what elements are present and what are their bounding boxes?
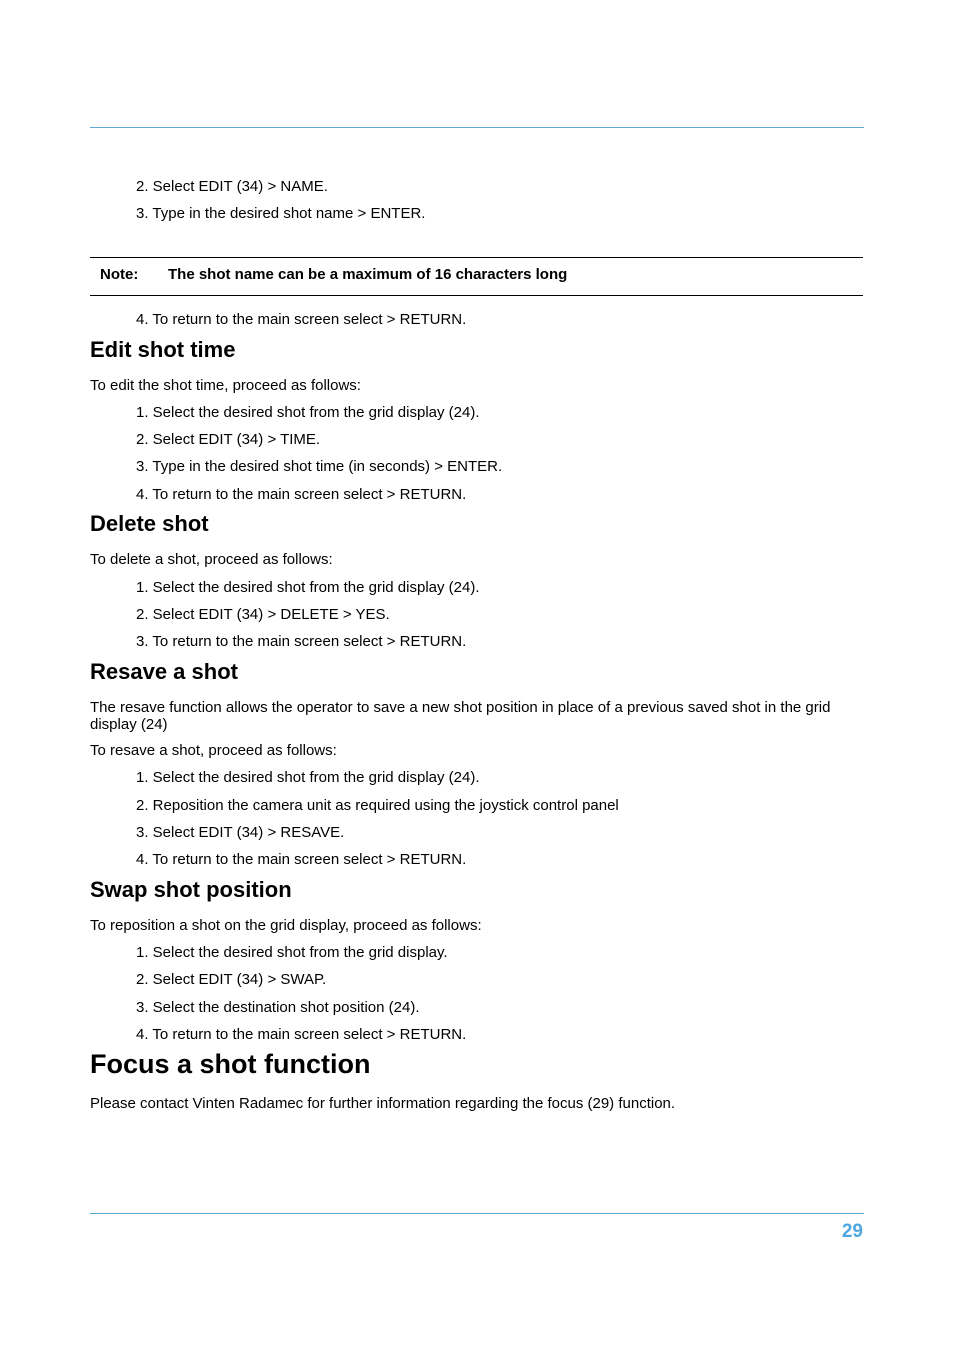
note-label: Note: (100, 266, 139, 283)
edit-shot-time-step-3: 3. Type in the desired shot time (in seconds) > ENTER. (136, 458, 503, 475)
resave-shot-step-1: 1. Select the desired shot from the grid display (24). (136, 769, 480, 786)
delete-shot-step-2: 2. Select EDIT (34) > DELETE > YES. (136, 606, 390, 623)
note-box (90, 257, 863, 296)
swap-shot-step-4: 4. To return to the main screen select > RETURN. (136, 1026, 467, 1043)
delete-shot-step-3: 3. To return to the main screen select > RETURN. (136, 633, 467, 650)
resave-shot-intro: To resave a shot, proceed as follows: (90, 742, 337, 759)
heading-delete-shot: Delete shot (90, 511, 209, 536)
edit-shot-time-step-4: 4. To return to the main screen select > RETURN. (136, 486, 467, 503)
swap-shot-step-2: 2. Select EDIT (34) > SWAP. (136, 971, 327, 988)
heading-swap-shot-position: Swap shot position (90, 877, 292, 902)
edit-shot-time-step-2: 2. Select EDIT (34) > TIME. (136, 431, 321, 448)
swap-shot-step-1: 1. Select the desired shot from the grid display. (136, 944, 448, 961)
step-type-shot-name: 3. Type in the desired shot name > ENTER. (136, 205, 426, 222)
header-rule (90, 127, 864, 128)
resave-shot-step-3: 3. Select EDIT (34) > RESAVE. (136, 824, 345, 841)
heading-resave-shot: Resave a shot (90, 659, 238, 684)
footer-rule (90, 1213, 864, 1214)
swap-shot-intro: To reposition a shot on the grid display, proceed as follows: (90, 917, 482, 934)
delete-shot-step-1: 1. Select the desired shot from the grid display (24). (136, 579, 480, 596)
edit-shot-time-step-1: 1. Select the desired shot from the grid display (24). (136, 404, 480, 421)
edit-shot-time-intro: To edit the shot time, proceed as follows: (90, 377, 361, 394)
resave-shot-description: The resave function allows the operator to save a new shot position in place of a previous saved shot in the grid display (24) (90, 699, 831, 733)
focus-shot-text: Please contact Vinten Radamec for further information regarding the focus (29) function. (90, 1095, 676, 1112)
step-return-main: 4. To return to the main screen select > RETURN. (136, 311, 467, 328)
heading-edit-shot-time: Edit shot time (90, 337, 236, 362)
heading-focus-shot-function: Focus a shot function (90, 1049, 371, 1079)
step-select-edit-name: 2. Select EDIT (34) > NAME. (136, 178, 328, 195)
delete-shot-intro: To delete a shot, proceed as follows: (90, 551, 333, 568)
page-number: 29 (841, 1221, 863, 1242)
note-text: The shot name can be a maximum of 16 characters long (168, 266, 568, 283)
swap-shot-step-3: 3. Select the destination shot position (24). (136, 999, 420, 1016)
resave-shot-step-2: 2. Reposition the camera unit as required using the joystick control panel (136, 797, 619, 814)
resave-shot-step-4: 4. To return to the main screen select > RETURN. (136, 851, 467, 868)
